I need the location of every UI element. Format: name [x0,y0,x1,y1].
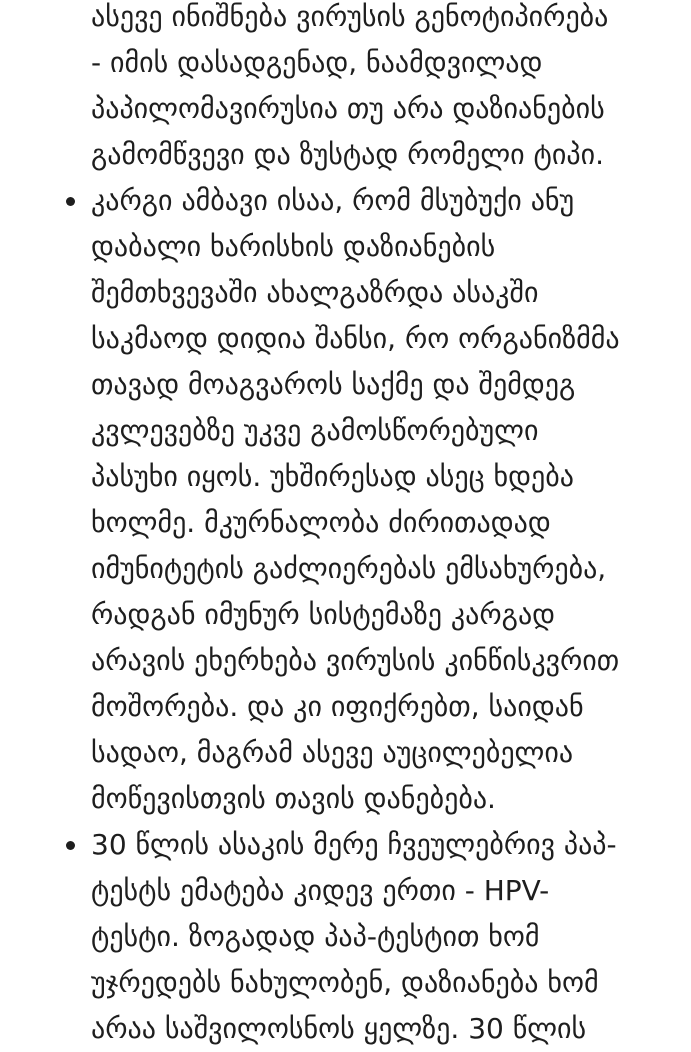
text-line: დაბალი ხარისხის დაზიანების [91,230,496,263]
text-line: კარგი ამბავი ისაა, რომ მსუბუქი ანუ [91,184,575,217]
text-line: პაპილომავირუსია თუ არა დაზიანების [91,92,605,125]
text-line: კვლევებზე უკვე გამოსწორებული [91,414,539,447]
text-line: არაა საშვილოსნოს ყელზე. 30 წლის [91,1012,587,1045]
text-line: ასევე ინიშნება ვირუსის გენოტიპირება [91,0,609,33]
list-item [0,822,691,1052]
text-line: გამომწვევი და ზუსტად რომელი ტიპი. [91,138,604,171]
bullet-icon [66,841,75,850]
text-line: 30 წლის ასაკის მერე ჩვეულებრივ პაპ- [91,828,617,861]
text-line: არავის ეხერხება ვირუსის კინწისკვრით [91,644,620,677]
text-line: მოწევისთვის თავის დანებება. [91,782,496,815]
text-line: იმუნიტეტის გაძლიერებას ემსახურება, [91,552,607,585]
list-item-continued [0,0,691,178]
text-line: პასუხი იყოს. უხშირესად ასეც ხდება [91,460,574,493]
text-line: რადგან იმუნურ სისტემაზე კარგად [91,598,556,631]
text-line: საკმაოდ დიდია შანსი, რო ორგანიზმმა [91,322,620,355]
text-line: ტესტი. ზოგადად პაპ-ტესტით ხომ [91,920,540,953]
text-line: უჯრედებს ნახულობენ, დაზიანება ხომ [91,966,599,999]
text-line: თავად მოაგვაროს საქმე და შემდეგ [91,368,576,401]
text-line: მოშორება. და კი იფიქრებთ, საიდან [91,690,584,723]
bullet-icon [66,197,75,206]
text-line: - იმის დასადგენად, ნაამდვილად [91,46,543,79]
text-line: ტესტს ემატება კიდევ ერთი - HPV- [91,874,550,907]
text-line: ხოლმე. მკურნალობა ძირითადად [91,506,551,539]
text-line: შემთხვევაში ახალგაზრდა ასაკში [91,276,539,309]
list-item [0,178,691,822]
text-line: სადაო, მაგრამ ასევე აუცილებელია [91,736,574,769]
